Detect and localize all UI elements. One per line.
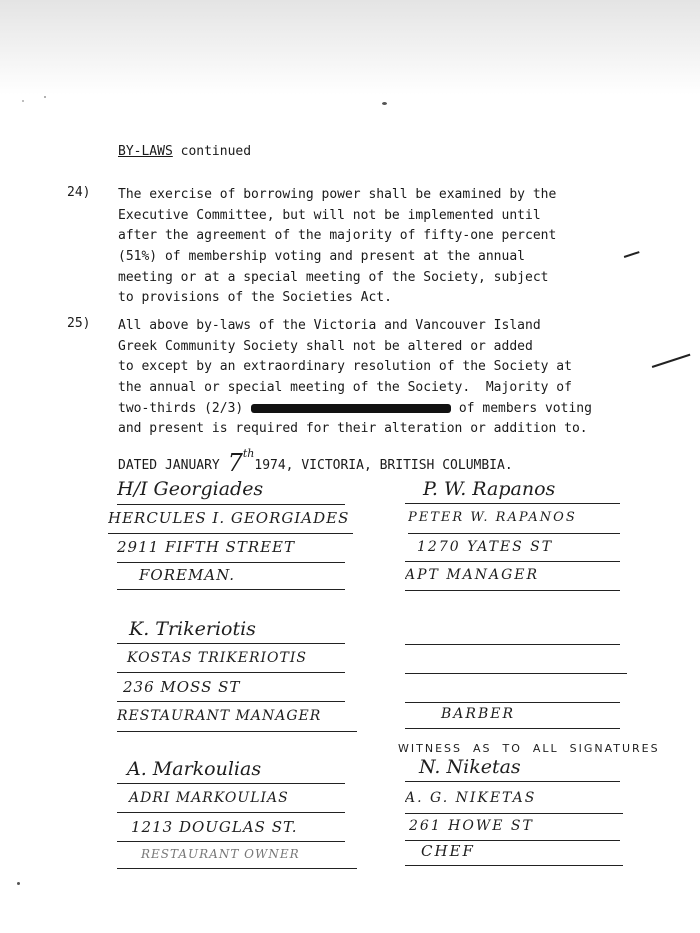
- dated-prefix: DATED JANUARY: [118, 458, 228, 473]
- heading-bylaws: BY-LAWS: [118, 144, 173, 159]
- printed-name: [405, 646, 627, 674]
- text-line: to provisions of the Societies Act.: [118, 290, 392, 306]
- redaction-bar: [251, 404, 451, 413]
- bylaw-25-text: [118, 316, 648, 440]
- item-number: 24): [67, 185, 91, 200]
- handwritten-ordinal: th: [242, 447, 255, 460]
- heading-continued: continued: [172, 144, 252, 159]
- occupation: FOREMAN.: [117, 563, 345, 590]
- item-number: 25): [67, 316, 91, 331]
- text-line: The exercise of borrowing power shall be examined by the: [118, 187, 557, 202]
- signature: P. W. Rapanos: [405, 477, 620, 504]
- signature: N. Niketas: [405, 755, 620, 782]
- signature: H/I Georgiades: [117, 477, 345, 505]
- text-line: to except by an extraordinary resolution of the Society at: [118, 359, 572, 375]
- text-line: meeting or at a special meeting of the Society, subject: [118, 269, 549, 285]
- text-line: All above by-laws of the Victoria and Vancouver Island: [118, 318, 541, 333]
- address: 261 HOWE ST: [405, 814, 620, 841]
- printed-name: HERCULES I. GEORGIADES: [108, 506, 353, 534]
- occupation: CHEF: [405, 839, 623, 866]
- text-fragment: of members voting: [451, 400, 592, 416]
- occupation: RESTAURANT OWNER: [117, 842, 357, 869]
- handwritten-day: 7: [227, 449, 243, 477]
- text-line: after the agreement of the majority of fifty-one percent: [118, 228, 557, 244]
- text-line-with-redaction: [118, 399, 648, 420]
- address: 1213 DOUGLAS ST.: [117, 815, 345, 842]
- occupation: RESTAURANT MANAGER: [117, 704, 357, 732]
- printed-name: KOSTAS TRIKERIOTIS: [117, 646, 345, 673]
- scan-speck: [44, 96, 46, 98]
- signature: A. Markoulias: [117, 757, 345, 784]
- printed-name: A. G. NIKETAS: [405, 786, 623, 814]
- scan-shade: [0, 0, 700, 95]
- signature: K. Trikeriotis: [117, 617, 345, 644]
- address: 1270 YATES ST: [405, 535, 620, 562]
- address: 236 MOSS ST: [117, 675, 345, 702]
- text-line: the annual or special meeting of the Society. Majority of: [118, 380, 572, 396]
- witness-note: WITNESS AS TO ALL SIGNATURES: [398, 742, 660, 755]
- margin-tick-mark: [652, 354, 691, 368]
- text-line: and present is required for their alteration or addition to.: [118, 421, 588, 437]
- text-line: (51%) of membership voting and present at the annual: [118, 249, 525, 265]
- text-fragment: two-thirds (2/3): [118, 400, 244, 416]
- dated-line: [118, 447, 513, 475]
- scan-speck: [22, 100, 24, 102]
- occupation: BARBER: [405, 702, 620, 729]
- dated-rest: 1974, VICTORIA, BRITISH COLUMBIA.: [254, 458, 513, 473]
- occupation: APT MANAGER: [405, 563, 620, 591]
- text-line: Executive Committee, but will not be implemented until: [118, 207, 541, 223]
- scan-speck: [382, 102, 387, 105]
- address: 2911 FIFTH STREET: [117, 535, 345, 563]
- printed-name: PETER W. RAPANOS: [408, 506, 620, 534]
- scan-speck: [17, 882, 20, 885]
- signature: [405, 617, 620, 645]
- page-heading: [118, 144, 251, 159]
- text-line: Greek Community Society shall not be altered or added: [118, 338, 533, 354]
- address: [405, 675, 620, 703]
- printed-name: ADRI MARKOULIAS: [117, 786, 345, 813]
- bylaw-24-text: [118, 185, 648, 309]
